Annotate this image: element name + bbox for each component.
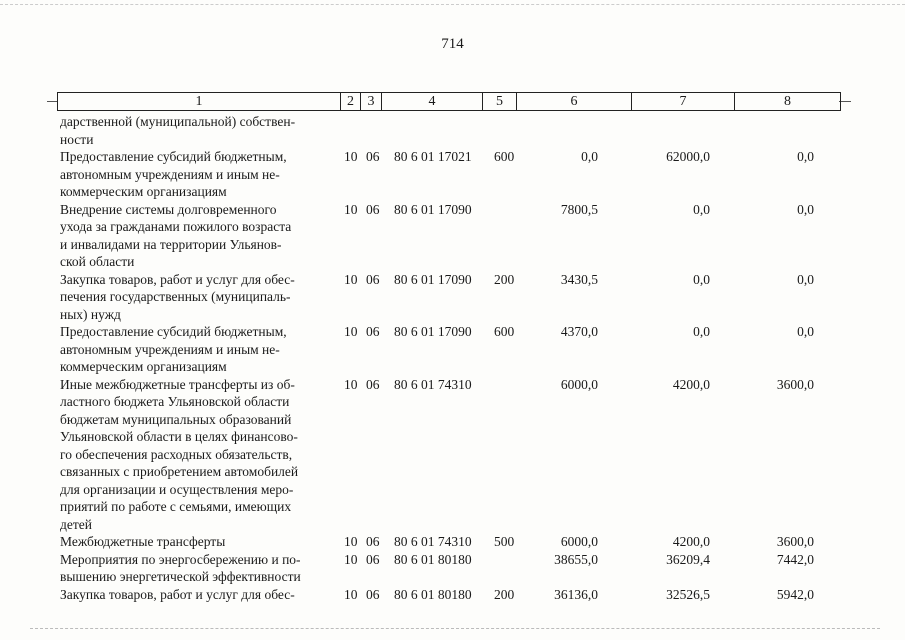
description-line: ных) нужд [60, 306, 121, 322]
row-description [60, 376, 333, 534]
amount-col7-cell: 4200,0 [672, 376, 710, 392]
description-line: печения государственных (муниципаль- [60, 289, 291, 304]
table-row [60, 323, 840, 376]
amount-col6-cell: 3430,5 [560, 271, 598, 287]
row-description [60, 113, 333, 148]
table-row [60, 586, 840, 604]
description-line: вышению энергетической эффективности [60, 569, 301, 584]
table-row [60, 551, 840, 586]
amount-col8-cell: 0,0 [797, 201, 814, 217]
description-line: коммерческим организациям [60, 184, 227, 199]
subsection-cell: 06 [366, 324, 380, 339]
description-line: коммерческим организациям [60, 359, 227, 374]
table-row [60, 201, 840, 271]
description-line: го обеспечения расходных обязательств, [60, 446, 293, 462]
table-header [57, 92, 841, 111]
row-description [60, 201, 333, 271]
description-line: бюджетам муниципальных образований [60, 411, 292, 427]
description-line: Мероприятия по энергосбережению и по- [60, 551, 301, 567]
amount-col7-cell: 4200,0 [672, 534, 710, 549]
amount-col6-cell: 6000,0 [560, 376, 598, 392]
subsection-cell: 06 [366, 586, 380, 602]
header-col-8: 8 [784, 94, 791, 109]
amount-col8-cell: 0,0 [797, 271, 814, 287]
amount-col7-cell: 32526,5 [666, 586, 710, 602]
table-rule-left [47, 101, 57, 102]
description-line: связанных с приобретением автомобилей [60, 464, 299, 479]
target-code-cell: 80 6 01 80180 [394, 586, 472, 602]
amount-col7-cell: 0,0 [693, 324, 710, 339]
section-cell: 10 [344, 586, 358, 602]
target-code-cell: 80 6 01 17090 [394, 324, 472, 339]
row-description [60, 148, 333, 201]
description-line: Внедрение системы долговременного [60, 201, 277, 217]
budget-table-body [60, 113, 840, 603]
amount-col8-cell: 0,0 [797, 324, 814, 339]
amount-col8-cell: 5942,0 [776, 586, 814, 602]
amount-col6-cell: 7800,5 [560, 201, 598, 217]
amount-col6-cell: 0,0 [581, 149, 598, 164]
amount-col7-cell: 0,0 [693, 271, 710, 287]
description-line: Ульяновской области в целях финансово- [60, 429, 298, 444]
expense-type-cell: 500 [494, 534, 515, 549]
subsection-cell: 06 [366, 551, 380, 567]
subsection-cell: 06 [366, 271, 380, 287]
expense-type-cell: 600 [494, 149, 515, 164]
description-line: Закупка товаров, работ и услуг для обес- [60, 586, 295, 602]
header-col-4: 4 [382, 93, 483, 110]
expense-type-cell: 200 [494, 586, 515, 602]
subsection-cell: 06 [366, 534, 380, 549]
header-col-6: 6 [517, 93, 632, 110]
target-code-cell: 80 6 01 17090 [394, 201, 472, 217]
amount-col7-cell: 62000,0 [666, 149, 710, 164]
header-col-3: 3 [361, 93, 382, 110]
scan-edge-bottom [30, 628, 880, 629]
section-cell: 10 [344, 376, 358, 392]
amount-col6-cell: 36136,0 [554, 586, 598, 602]
description-line: дарственной (муниципальной) собствен- [60, 114, 296, 129]
row-description [60, 323, 333, 376]
description-line: Иные межбюджетные трансферты из об- [60, 376, 295, 392]
table-row [60, 271, 840, 324]
target-code-cell: 80 6 01 74310 [394, 534, 472, 549]
description-line: и инвалидами на территории Ульянов- [60, 236, 282, 252]
row-description [60, 586, 333, 604]
target-code-cell: 80 6 01 74310 [394, 376, 472, 392]
amount-col7-cell: 36209,4 [666, 551, 710, 567]
section-cell: 10 [344, 534, 358, 549]
description-line: приятий по работе с семьями, имеющих [60, 499, 292, 514]
description-line: детей [60, 516, 92, 532]
description-line: ластного бюджета Ульяновской области [60, 394, 290, 409]
expense-type-cell: 600 [494, 324, 515, 339]
description-line: автономным учреждениям и иным не- [60, 341, 280, 357]
row-description [60, 551, 333, 586]
table-row [60, 113, 840, 148]
amount-col6-cell: 38655,0 [554, 551, 598, 567]
amount-col6-cell: 6000,0 [560, 534, 598, 549]
section-cell: 10 [344, 271, 358, 287]
section-cell: 10 [344, 324, 358, 339]
section-cell: 10 [344, 149, 358, 164]
target-code-cell: 80 6 01 80180 [394, 551, 472, 567]
table-row [60, 148, 840, 201]
section-cell: 10 [344, 201, 358, 217]
amount-col6-cell: 4370,0 [560, 324, 598, 339]
description-line: Предоставление субсидий бюджетным, [60, 149, 287, 164]
amount-col8-cell: 3600,0 [776, 376, 814, 392]
target-code-cell: 80 6 01 17090 [394, 271, 472, 287]
page-number: 714 [441, 36, 464, 52]
description-line: ской области [60, 254, 135, 269]
expense-type-cell: 200 [494, 271, 515, 287]
amount-col8-cell: 3600,0 [776, 534, 814, 549]
description-line: Предоставление субсидий бюджетным, [60, 324, 287, 339]
description-line: для организации и осуществления меро- [60, 481, 294, 497]
amount-col8-cell: 0,0 [797, 149, 814, 164]
header-col-1: 1 [58, 93, 341, 110]
table-row [60, 376, 840, 534]
header-col-2: 2 [341, 93, 361, 110]
header-col-7: 7 [632, 93, 735, 110]
target-code-cell: 80 6 01 17021 [394, 149, 472, 164]
header-col-5: 5 [483, 93, 517, 110]
row-description [60, 533, 333, 551]
description-line: Межбюджетные трансферты [60, 534, 226, 549]
amount-col8-cell: 7442,0 [776, 551, 814, 567]
subsection-cell: 06 [366, 376, 380, 392]
description-line: ности [60, 131, 94, 147]
subsection-cell: 06 [366, 149, 380, 164]
description-line: ухода за гражданами пожилого возраста [60, 219, 292, 234]
amount-col7-cell: 0,0 [693, 201, 710, 217]
table-row [60, 533, 840, 551]
description-line: Закупка товаров, работ и услуг для обес- [60, 271, 295, 287]
scan-edge-top [0, 4, 905, 5]
description-line: автономным учреждениям и иным не- [60, 166, 280, 182]
section-cell: 10 [344, 551, 358, 567]
row-description [60, 271, 333, 324]
subsection-cell: 06 [366, 201, 380, 217]
